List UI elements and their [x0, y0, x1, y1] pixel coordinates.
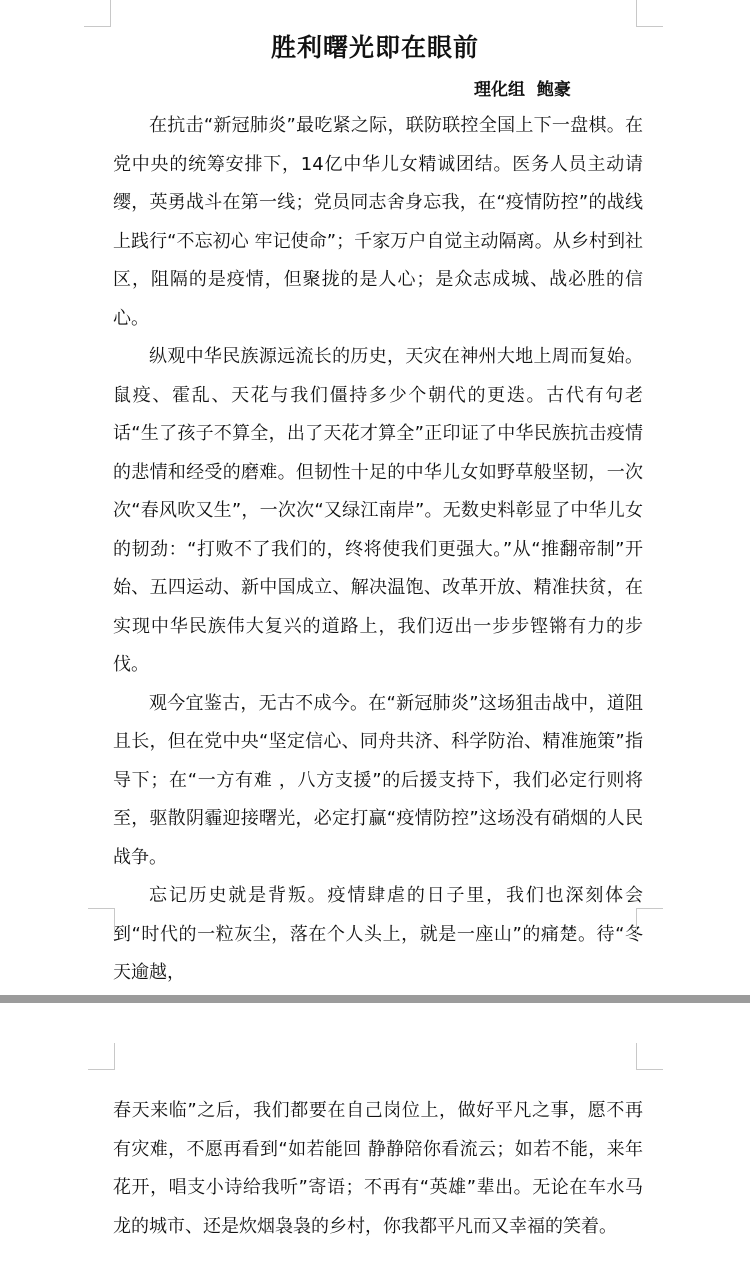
paragraph: 纵观中华民族源远流长的历史，天灾在神州大地上周而复始。鼠疫、霍乱、天花与我们僵持多少个朝代的更迭。古代有句老话“生了孩子不算全，出了天花才算全”正印证了中华民族抗击疫情的悲情和经受的磨难。但韧性十足的中华儿女如野草般坚韧，一次次“春风吹又生”，一次次“又绿江南岸”。无数史料彰显了中华儿女的韧劲：“打败不了我们的，终将使我们更强大。”从“推翻帝制”开始、五四运动、新中国成立、解决温饱、改革开放、精准扶贫，在实现中华民族伟大复兴的道路上，我们迈出一步步铿锵有力的步伐。: [113, 346, 643, 675]
document-author: 理化组 鲍豪: [474, 80, 571, 100]
crop-mark: [636, 1043, 663, 1070]
page-separator: [0, 995, 750, 1003]
paragraph: 春天来临”之后，我们都要在自己岗位上，做好平凡之事，愿不再有灾难，不愿再看到“如若能回 静静陪你看流云；如若不能，来年花开，唱支小诗给我听”寄语；不再有“英雄”辈出。无论在车水马龙的城市、还是炊烟袅袅的乡村，你我都平凡而又幸福的笑着。: [113, 1100, 643, 1237]
document-title: 胜利曙光即在眼前: [270, 33, 479, 62]
document-body: [113, 107, 643, 993]
crop-mark: [88, 908, 115, 935]
crop-mark: [88, 1043, 115, 1070]
paragraph: 忘记历史就是背叛。疫情肆虐的日子里，我们也深刻体会到“时代的一粒灰尘，落在个人头上，就是一座山”的痛楚。待“冬天逾越，: [113, 885, 643, 983]
paragraph: 在抗击“新冠肺炎”最吃紧之际，联防联控全国上下一盘棋。在党中央的统筹安排下，14亿中华儿女精诚团结。医务人员主动请缨，英勇战斗在第一线；党员同志舍身忘我，在“疫情防控”的战线上践行“不忘初心 牢记使命”；千家万户自觉主动隔离。从乡村到社区，阻隔的是疫情，但聚拢的是人心；是众志成城、战必胜的信心。: [113, 115, 643, 329]
crop-mark: [84, 0, 111, 27]
paragraph: 观今宜鉴古，无古不成今。在“新冠肺炎”这场狙击战中，道阻且长，但在党中央“坚定信心、同舟共济、科学防治、精准施策”指导下；在“一方有难 ，八方支援”的后援支持下，我们必定行则将至，驱散阴霾迎接曙光，必定打赢“疫情防控”这场没有硝烟的人民战争。: [113, 692, 643, 868]
crop-mark: [636, 0, 663, 27]
crop-mark: [636, 908, 663, 935]
document-body-continued: [113, 1092, 643, 1246]
